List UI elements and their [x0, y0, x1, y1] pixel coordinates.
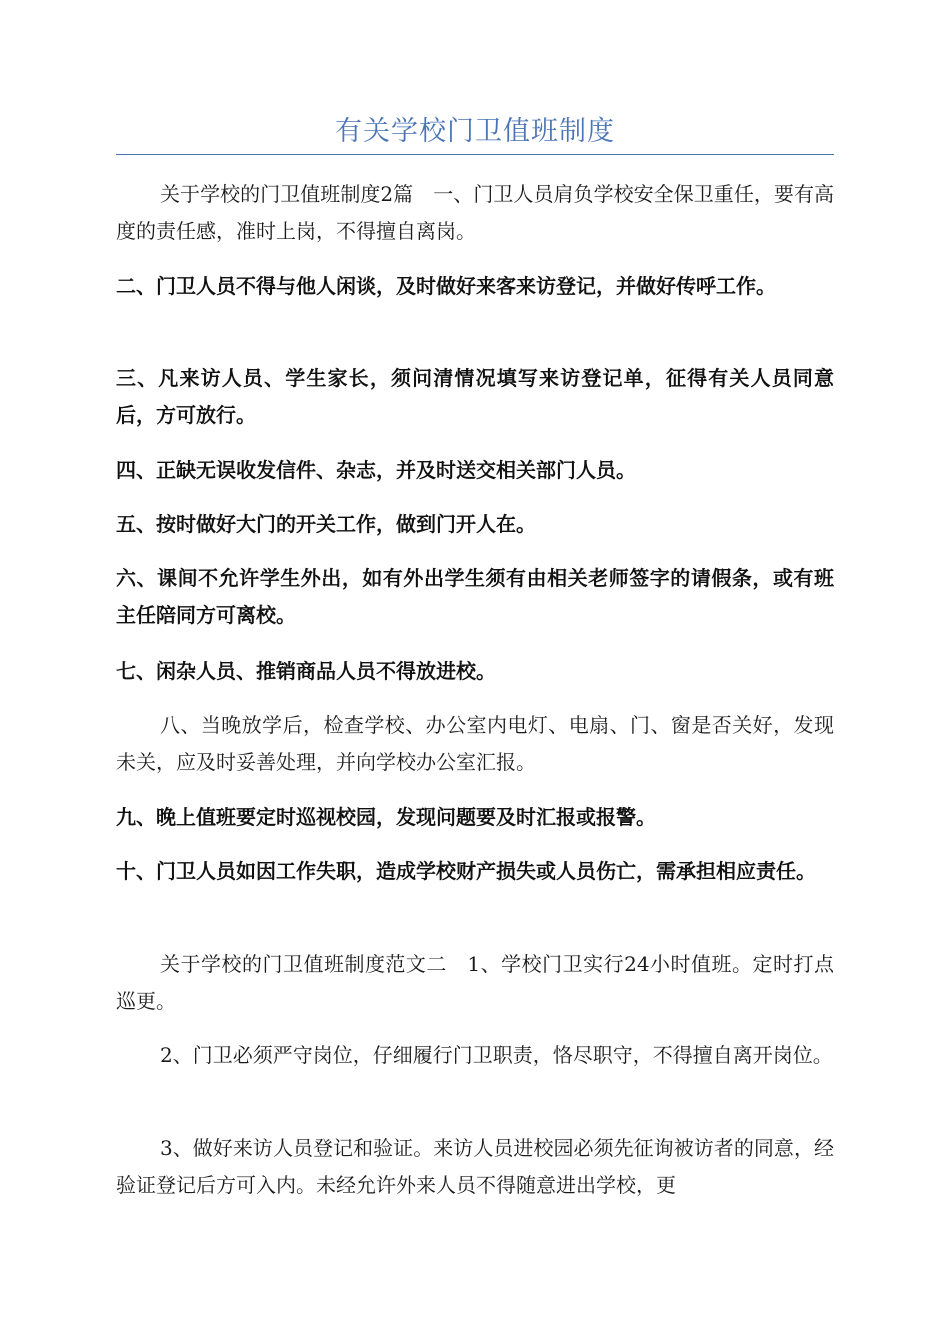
paragraph-rule-2: 二、门卫人员不得与他人闲谈，及时做好来客来访登记，并做好传呼工作。: [116, 274, 776, 298]
title-underline: [116, 154, 834, 155]
paragraph-rule-3: 三、凡来访人员、学生家长，须问清情况填写来访登记单，征得有关人员同意后，方可放行。: [116, 366, 834, 427]
paragraph-intro: 关于学校的门卫值班制度2篇 一、门卫人员肩负学校安全保卫重任，要有高度的责任感，准时上岗，不得擅自离岗。: [116, 182, 834, 243]
paragraph-sample-2-item-3: 3、做好来访人员登记和验证。来访人员进校园必须先征询被访者的同意，经验证登记后方可入内。未经允许外来人员不得随意进出学校，更: [116, 1136, 834, 1197]
paragraph-rule-6: 六、课间不允许学生外出，如有外出学生须有由相关老师签字的请假条，或有班主任陪同方可离校。: [116, 566, 834, 627]
paragraph-rule-8: 八、当晚放学后，检查学校、办公室内电灯、电扇、门、窗是否关好，发现未关，应及时妥善处理，并向学校办公室汇报。: [116, 713, 834, 774]
paragraph-rule-4: 四、正缺无误收发信件、杂志，并及时送交相关部门人员。: [116, 458, 636, 482]
paragraph-rule-7: 七、闲杂人员、推销商品人员不得放进校。: [116, 659, 496, 683]
paragraph-sample-2-item-2: 2、门卫必须严守岗位，仔细履行门卫职责，恪尽职守，不得擅自离开岗位。: [160, 1043, 833, 1067]
document-title: 有关学校门卫值班制度: [335, 116, 615, 147]
paragraph-rule-5: 五、按时做好大门的开关工作，做到门开人在。: [116, 512, 536, 536]
paragraph-sample-2-intro: 关于学校的门卫值班制度范文二 1、学校门卫实行24小时值班。定时打点巡更。: [116, 952, 834, 1013]
paragraph-rule-10: 十、门卫人员如因工作失职，造成学校财产损失或人员伤亡，需承担相应责任。: [116, 859, 816, 883]
paragraph-rule-9: 九、晚上值班要定时巡视校园，发现问题要及时汇报或报警。: [116, 805, 656, 829]
